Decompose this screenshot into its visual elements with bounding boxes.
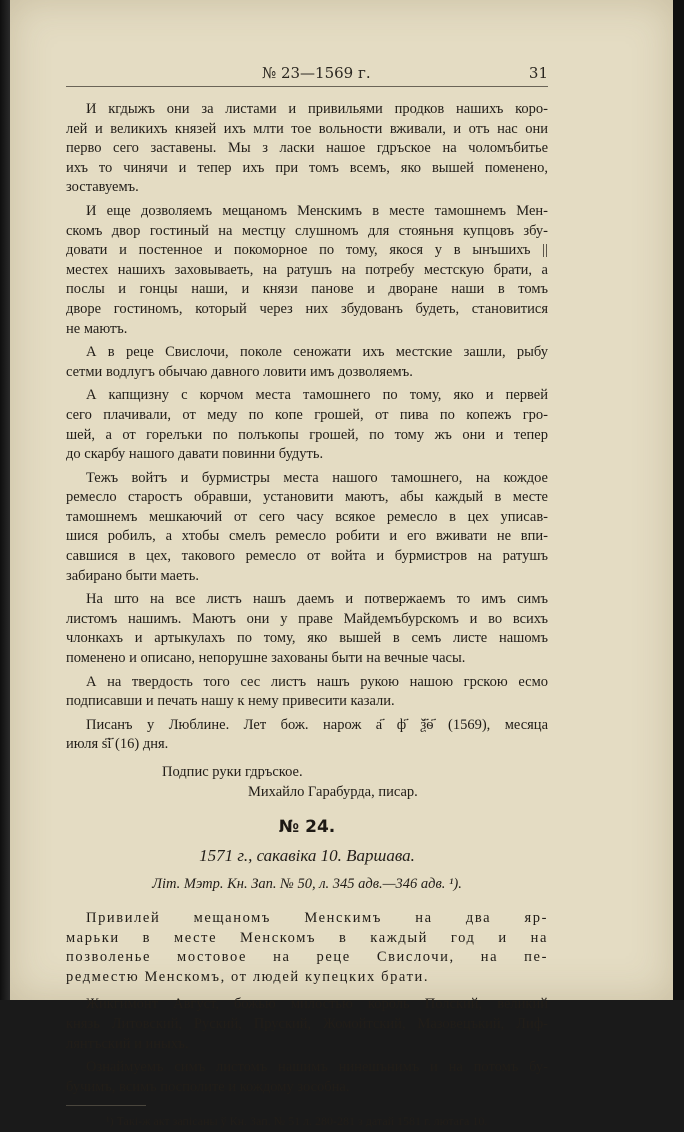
text-line: зоставуемъ. [66, 179, 139, 196]
paragraph [66, 716, 548, 755]
text-line: А в реце Свислочи, поколе сеножати ихъ местские зашли, рыбу [86, 344, 548, 361]
footnote: ¹) Такі-ж акт запісаны ў Кн. Зап. № 51 л. 280-281 з датай 1581 г. лютага 10. [106, 1114, 488, 1129]
paragraph [66, 202, 548, 339]
footnote-rule [66, 1105, 146, 1106]
text-line: ремесло старостъ обравши, установити маютъ, абы каждый в месте [66, 489, 548, 506]
paragraph [66, 469, 548, 587]
signature-line-2: Михайло Гарабурда, писар. [248, 783, 418, 800]
text-line: лей и великихъ князей ихъ млти тое вольности вживали, и отъ нас они [66, 120, 548, 137]
text-line: скомъ двор гостиный на местцу слушномъ для стояньня купцовъ збу- [66, 222, 548, 239]
text-line: И кгдыжъ они за листами и привильями продков нашихъ коро- [86, 101, 548, 117]
running-header-title: № 23—1569 г. [262, 64, 371, 82]
page-body [66, 100, 548, 1132]
document-23-text [66, 100, 548, 755]
text-line: листомъ нашимъ. Маютъ они у праве Майдемъбурскомъ и во всихъ [66, 610, 548, 627]
summary-line: марьки в месте Менскомъ в каждый год и на [66, 929, 548, 946]
text-line: поменено и описано, непорушне захованы быти на вечные часы. [66, 650, 466, 667]
text-line: Тежъ войтъ и бурмистры места нашого тамошнего, на кождое [86, 469, 548, 486]
paragraph [66, 343, 548, 382]
text-line: не маютъ. [66, 320, 128, 337]
document-24-text [66, 995, 548, 1097]
text-line: Жикгимонт Август, божью милостью король Полский, великий [86, 996, 548, 1013]
text-line: князь Литовский, Руский, Пруский, Жомойтский, Мазовецъкий, Лиф- [66, 1015, 548, 1032]
text-line: бучимъ, всимъ посполите и кождому зособна. [66, 1078, 350, 1095]
text-line: савшися в цех, такового ремесло от войта и бурмистров на ратушъ [66, 548, 548, 565]
text-line: забирано быти маеть. [66, 567, 199, 584]
document-24-source: Літ. Мэтр. Кн. Зап. № 50, л. 345 адв.—346 адв. ¹). [152, 876, 462, 893]
text-line: И еще дозволяемъ мещаномъ Менскимъ в месте тамошнемъ Мен- [86, 202, 548, 219]
text-line: дворе гостиномъ, который через них збудованъ будеть, становитися [66, 300, 548, 317]
text-line: июля ѕ҃і҃ (16) дня. [66, 736, 169, 753]
summary-line: Привилей мещаномъ Менскимъ на два яр- [86, 909, 548, 926]
text-line: Ознаймуемъ симъ листомъ нашимъ нинешънимъ и на потомъ бу- [86, 1059, 548, 1076]
signature-block [66, 763, 548, 802]
book-spine-shadow [0, 0, 10, 1000]
paragraph [66, 673, 548, 712]
text-line: до скарбу нашого давати повинни будуть. [66, 446, 324, 463]
paragraph [66, 386, 548, 464]
text-line: тамошнемъ мешкаючий от сего часу всякое ремесло в цех уписав- [66, 508, 548, 525]
paragraph [66, 590, 548, 668]
page-number: 31 [528, 64, 548, 82]
text-line: довати и постенное и покоморное по тому, якося у в ынъшихъ || [66, 242, 548, 259]
text-line: члонкахъ и артыкулахъ по тому, яко вышей в семъ листе нашомъ [66, 630, 548, 647]
summary-line: позволенье мостовое на реце Свислочи, на пе- [66, 949, 548, 966]
running-header [66, 64, 548, 87]
text-line: А на твердость того сес листъ нашъ рукою нашою грскою есмо [86, 673, 548, 690]
text-line: На што на все листъ нашъ даемъ и потвержаемъ то имъ симъ [86, 591, 548, 608]
text-line: местех нашихъ заховываеть, на ратушъ на потребу местскую брати, а [66, 261, 548, 278]
document-24-number: № 24. [278, 817, 336, 838]
signature-line-1: Подпис руки гдръское. [162, 764, 303, 780]
text-line: шися робилъ, а хтобы смелъ ремесло робити и его вживати не впи- [66, 528, 548, 545]
text-line: сетми водлугъ обычаю давного ловити имъ дозволяемъ. [66, 363, 413, 380]
paragraph [66, 995, 548, 1054]
summary-paragraph [66, 909, 548, 987]
page-right-edge [673, 0, 684, 1000]
paragraph [66, 1058, 548, 1097]
text-line: подписавши и печать нашу к нему привесити казали. [66, 693, 395, 710]
paragraph [66, 100, 548, 198]
text-line: лянтъский и иныхъ. [66, 1035, 189, 1052]
text-line: послы и гонцы наши, и князи панове и дворане наши в томъ [66, 281, 548, 298]
summary-line: редместю Менскомъ, от людей купецких брати. [66, 968, 430, 985]
text-line: ихъ то чинячи и тепер ихъ при томъ всемъ, яко вышей поменено, [66, 159, 548, 176]
text-line: А капщизну с корчом места тамошнего по тому, яко и первей [86, 387, 548, 404]
document-24-summary [66, 909, 548, 987]
document-24-date-place: 1571 г., сакавіка 10. Варшава. [199, 845, 415, 865]
text-line: сего плачивали, от меду по копе грошей, от пива по копежъ гро- [66, 406, 548, 423]
text-line: шей, а от горелъки по полъкопы грошей, по тому жъ они и тепер [66, 426, 548, 443]
text-line: перво сего заставены. Мы з ласки нашое гдръское на чоломъбитье [66, 140, 548, 157]
text-line: Писанъ у Люблине. Лет бож. нарож а҃ ф҃ ѯ҃ѳ҃ (1569), месяца [86, 716, 548, 733]
